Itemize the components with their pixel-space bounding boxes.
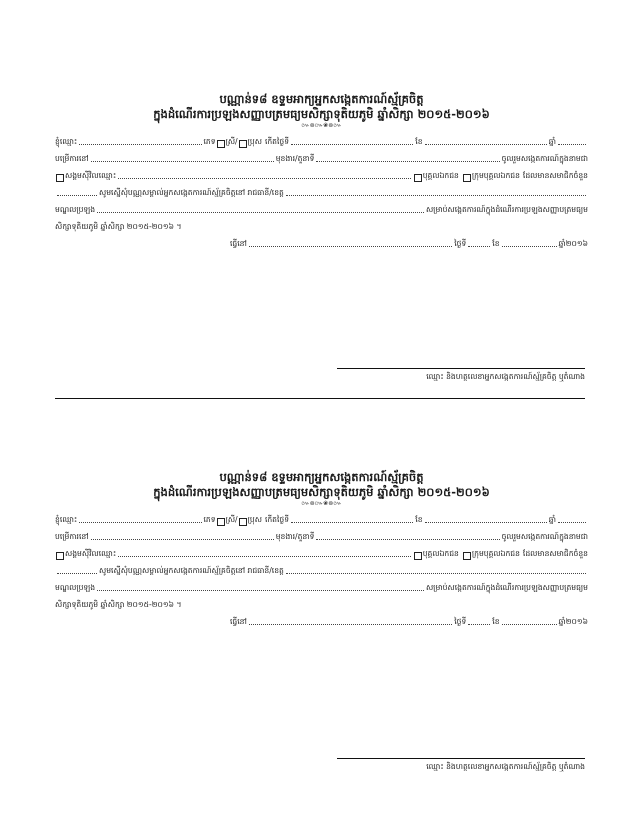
form-title: បណ្ណាន់ទ៨ ឧទ្ទមអាក្យអ្នកសង្កេតការណ៍ស្ម័គ្រចិត្ត	[219, 92, 424, 106]
form-divider	[55, 398, 585, 399]
title-ornament: ៚៙៚❀៙៚	[301, 500, 342, 507]
male-label: ប្រុស	[247, 515, 262, 524]
association-field[interactable]	[118, 555, 411, 557]
date-row	[55, 232, 588, 249]
workplace-field[interactable]	[91, 160, 274, 162]
made-at-label: ធ្វើនៅ	[230, 239, 247, 248]
center-label: មណ្ឌលប្រឡង	[55, 205, 96, 214]
female-label: ស្រី/	[225, 515, 238, 524]
name-label: ខ្ញុំឈ្មោះ	[55, 137, 78, 146]
day-label: ថ្ងៃទី	[454, 617, 467, 626]
association-checkbox[interactable]	[56, 552, 64, 560]
name-row	[55, 508, 588, 525]
association-checkbox[interactable]	[56, 174, 64, 182]
year-row	[55, 593, 588, 610]
name-row	[55, 130, 588, 147]
year2-label: ឆ្នាំ២០១៦	[558, 239, 588, 248]
group-checkbox[interactable]	[463, 174, 471, 182]
form-top	[55, 92, 588, 249]
sex-label: ភេទ	[203, 515, 216, 524]
year-row	[55, 215, 588, 232]
association-label: សង្គមស៊ីវិលឈ្មោះ	[65, 171, 117, 180]
workplace-label: បម្រើការនៅ	[55, 532, 89, 541]
dob-day-field[interactable]	[291, 143, 413, 145]
dob-label: កើតថ្ងៃទី	[264, 137, 290, 146]
year2-label: ឆ្នាំ២០១៦	[558, 617, 588, 626]
dob-day-field[interactable]	[291, 521, 413, 523]
request-label: សូមស្នើសុំបណ្ណសម្គាល់អ្នកសង្កេតការណ៍ស្ម័គ្រចិត្តនៅ រាជធានី/ខេត្ត	[99, 566, 284, 575]
members-count-label: ដែលមានសមាជិកចំនួន	[522, 549, 588, 558]
workplace-label: បម្រើការនៅ	[55, 154, 89, 163]
month-label: ខែ	[415, 137, 423, 146]
request-label: សូមស្នើសុំបណ្ណសម្គាល់អ្នកសង្កេតការណ៍ស្ម័គ្រចិត្តនៅ រាជធានី/ខេត្ត	[99, 188, 284, 197]
workplace-row	[55, 525, 588, 542]
year-line: សិក្សាទុតិយភូមិ ឆ្នាំសិក្សា ២០១៥-២០១៦ ។	[55, 600, 182, 609]
member-label: ចូលរួមសង្កេតការណ៍ក្នុងនាមជា	[501, 532, 588, 541]
male-checkbox[interactable]	[239, 140, 247, 148]
workplace-row	[55, 147, 588, 164]
individual-checkbox[interactable]	[414, 174, 422, 182]
signature-caption-top: ឈ្មោះ និងហត្ថលេខាអ្នកសង្កេតការណ៍ស្ម័គ្រចិត្ត ឬតំណាង	[426, 372, 585, 381]
individual-label: បុគ្គលឯកជន	[422, 171, 459, 180]
for-label: សម្រាប់សង្កេតការណ៍ក្នុងដំណើរការប្រឡងសញ្ញាបត្រមធ្យម	[425, 205, 588, 214]
sex-label: ភេទ	[203, 137, 216, 146]
association-row	[55, 542, 588, 559]
year-label: ឆ្នាំ	[548, 515, 557, 524]
group-label: ក្រុមបុគ្គលឯកជន	[471, 549, 520, 558]
signature-line-bottom	[337, 758, 585, 759]
position-label: មុខងារ/តួនាទី	[275, 532, 315, 541]
center-label: មណ្ឌលប្រឡង	[55, 583, 96, 592]
dob-year-field[interactable]	[558, 521, 586, 523]
title-ornament: ៚៙៚❀៙៚	[301, 122, 342, 129]
signature-line-top	[337, 368, 585, 369]
center-row	[55, 576, 588, 593]
form-subtitle: ក្នុងដំណើរការប្រឡងសញ្ញាបត្រមធ្យមសិក្សាទុតិយភូមិ ឆ្នាំសិក្សា ២០១៥-២០១៦	[153, 107, 490, 121]
position-label: មុខងារ/តួនាទី	[275, 154, 315, 163]
signature-caption-bottom: ឈ្មោះ និងហត្ថលេខាអ្នកសង្កេតការណ៍ស្ម័គ្រចិត្ត ឬតំណាង	[426, 762, 585, 771]
dob-month-field[interactable]	[425, 521, 547, 523]
month2-label: ខែ	[492, 617, 500, 626]
center-field[interactable]	[97, 589, 424, 591]
center-row	[55, 198, 588, 215]
year-line: សិក្សាទុតិយភូមិ ឆ្នាំសិក្សា ២០១៥-២០១៦ ។	[55, 222, 182, 231]
form-bottom	[55, 470, 588, 627]
request-lead-field[interactable]	[57, 572, 97, 574]
female-label: ស្រី/	[225, 137, 238, 146]
day-field[interactable]	[468, 245, 490, 247]
month-label: ខែ	[415, 515, 423, 524]
month2-label: ខែ	[492, 239, 500, 248]
name-field[interactable]	[79, 521, 201, 523]
female-checkbox[interactable]	[217, 140, 225, 148]
name-field[interactable]	[79, 143, 201, 145]
group-checkbox[interactable]	[463, 552, 471, 560]
group-label: ក្រុមបុគ្គលឯកជន	[471, 171, 520, 180]
association-field[interactable]	[118, 177, 411, 179]
workplace-field[interactable]	[91, 538, 274, 540]
request-lead-field[interactable]	[57, 194, 97, 196]
request-row	[55, 559, 588, 576]
month2-field[interactable]	[502, 245, 557, 247]
made-at-field[interactable]	[249, 245, 452, 247]
name-label: ខ្ញុំឈ្មោះ	[55, 515, 78, 524]
for-label: សម្រាប់សង្កេតការណ៍ក្នុងដំណើរការប្រឡងសញ្ញាបត្រមធ្យម	[425, 583, 588, 592]
member-label: ចូលរួមសង្កេតការណ៍ក្នុងនាមជា	[501, 154, 588, 163]
male-label: ប្រុស	[247, 137, 262, 146]
day-field[interactable]	[468, 623, 490, 625]
dob-year-field[interactable]	[558, 143, 586, 145]
day-label: ថ្ងៃទី	[454, 239, 467, 248]
dob-month-field[interactable]	[425, 143, 547, 145]
association-row	[55, 164, 588, 181]
form-subtitle: ក្នុងដំណើរការប្រឡងសញ្ញាបត្រមធ្យមសិក្សាទុតិយភូមិ ឆ្នាំសិក្សា ២០១៥-២០១៦	[153, 485, 490, 499]
members-count-label: ដែលមានសមាជិកចំនួន	[522, 171, 588, 180]
association-label: សង្គមស៊ីវិលឈ្មោះ	[65, 549, 117, 558]
form-title: បណ្ណាន់ទ៨ ឧទ្ទមអាក្យអ្នកសង្កេតការណ៍ស្ម័គ្រចិត្ត	[219, 470, 424, 484]
individual-label: បុគ្គលឯកជន	[422, 549, 459, 558]
province-field[interactable]	[286, 194, 586, 196]
position-field[interactable]	[316, 160, 499, 162]
year-label: ឆ្នាំ	[548, 137, 557, 146]
made-at-field[interactable]	[249, 623, 452, 625]
male-checkbox[interactable]	[239, 518, 247, 526]
request-row	[55, 181, 588, 198]
center-field[interactable]	[97, 211, 424, 213]
female-checkbox[interactable]	[217, 518, 225, 526]
individual-checkbox[interactable]	[414, 552, 422, 560]
position-field[interactable]	[316, 538, 499, 540]
date-row	[55, 610, 588, 627]
made-at-label: ធ្វើនៅ	[230, 617, 247, 626]
province-field[interactable]	[286, 572, 586, 574]
month2-field[interactable]	[502, 623, 557, 625]
dob-label: កើតថ្ងៃទី	[264, 515, 290, 524]
